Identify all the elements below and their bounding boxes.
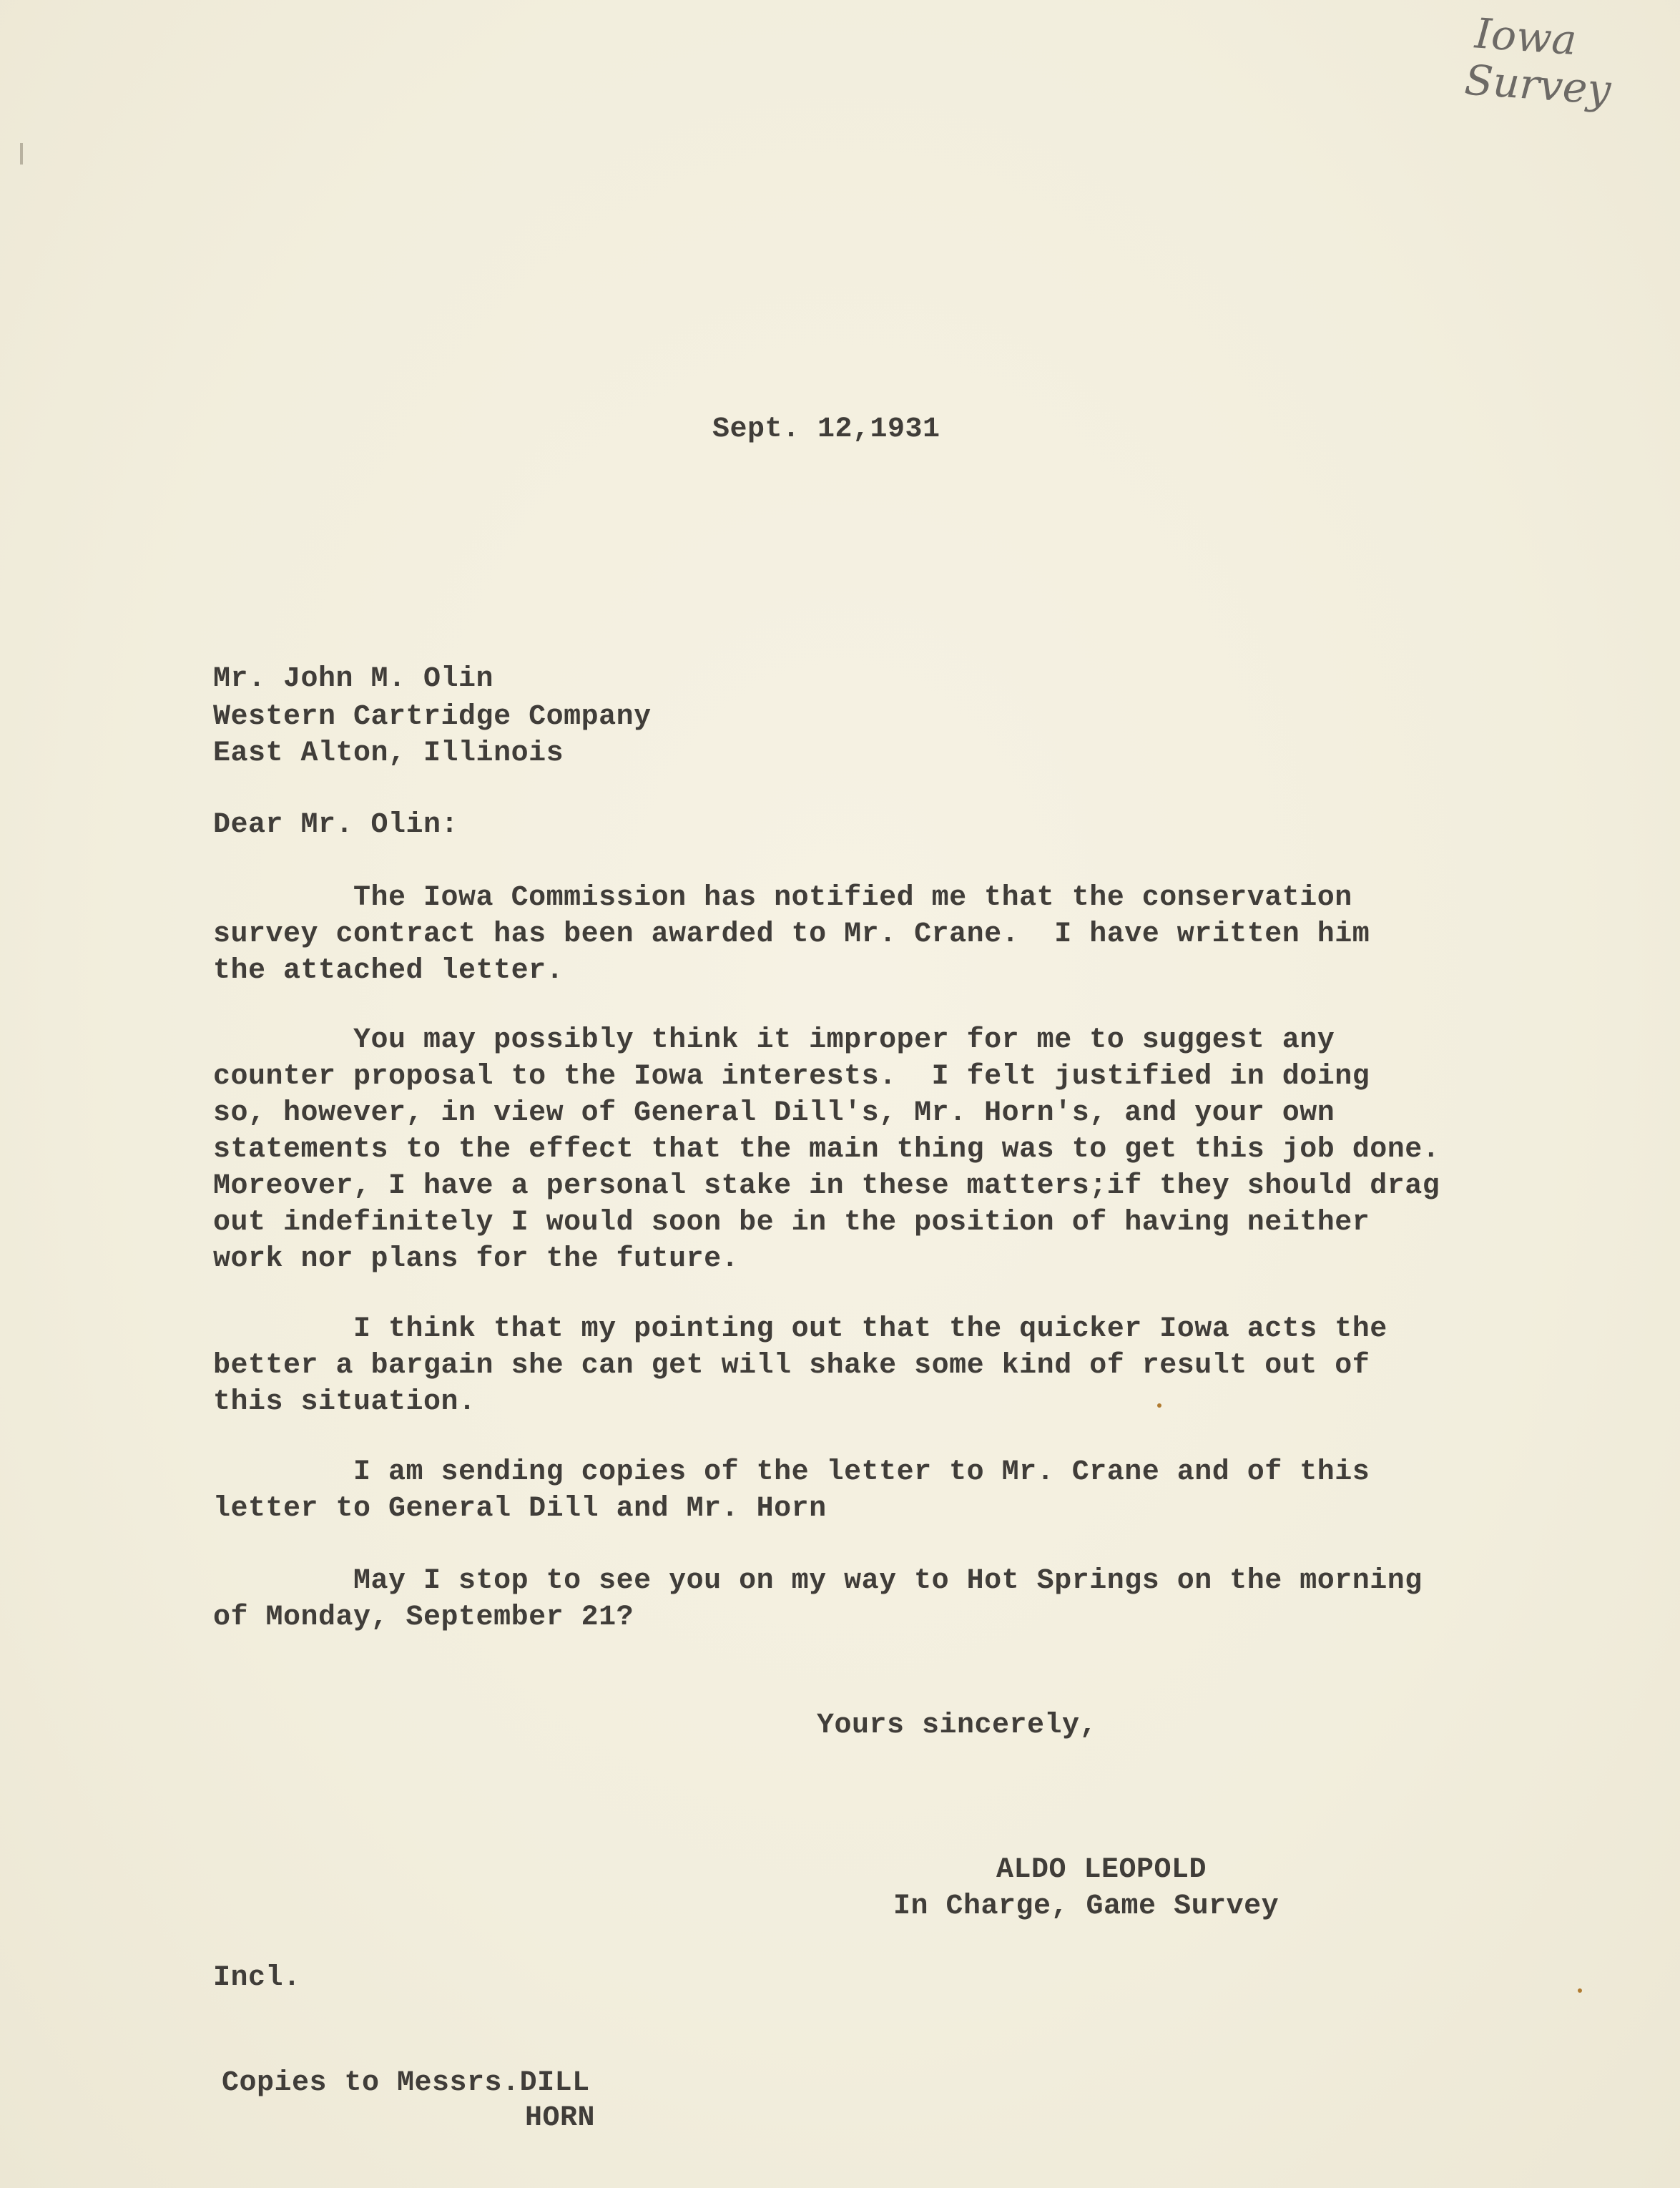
signature-title: In Charge, Game Survey <box>893 1890 1279 1923</box>
paper-edge-mark <box>20 143 23 165</box>
paragraph-line: letter to General Dill and Mr. Horn <box>213 1493 827 1525</box>
paragraph-line: this situation. <box>213 1386 476 1418</box>
paper-speck <box>1578 1988 1582 1993</box>
copies-line: Copies to Messrs.DILL <box>222 2067 590 2099</box>
enclosure-note: Incl. <box>213 1962 301 1994</box>
paragraph-line: Moreover, I have a personal stake in these matters;if they should drag <box>213 1170 1440 1202</box>
annotation-line-2: Survey <box>1463 55 1613 114</box>
paragraph-line: so, however, in view of General Dill's, Mr. Horn's, and your own <box>213 1097 1335 1129</box>
recipient-location: East Alton, Illinois <box>213 737 564 770</box>
recipient-company: Western Cartridge Company <box>213 701 652 733</box>
letter-date: Sept. 12,1931 <box>712 413 940 446</box>
paragraph-line: work nor plans for the future. <box>213 1243 740 1275</box>
salutation: Dear Mr. Olin: <box>213 809 459 841</box>
paragraph-line: I think that my pointing out that the quicker Iowa acts the <box>213 1313 1387 1345</box>
recipient-name: Mr. John M. Olin <box>213 663 494 695</box>
paragraph-line: survey contract has been awarded to Mr. Crane. I have written him <box>213 918 1370 951</box>
annotation-line-1: Iowa <box>1473 9 1578 65</box>
signature-name: ALDO LEOPOLD <box>996 1854 1207 1886</box>
paragraph-line: statements to the effect that the main thing was to get this job done. <box>213 1134 1440 1166</box>
paragraph-line: out indefinitely I would soon be in the position of having neither <box>213 1207 1370 1239</box>
paragraph-line: counter proposal to the Iowa interests. I felt justified in doing <box>213 1061 1370 1093</box>
copies-line: HORN <box>525 2102 596 2134</box>
paragraph-line: of Monday, September 21? <box>213 1601 634 1634</box>
paper-speck <box>1157 1403 1161 1408</box>
paragraph-line: the attached letter. <box>213 955 564 987</box>
paragraph-line: better a bargain she can get will shake some kind of result out of <box>213 1350 1370 1382</box>
paragraph-line: You may possibly think it improper for me to suggest any <box>213 1024 1335 1056</box>
paragraph-line: May I stop to see you on my way to Hot Springs on the morning <box>213 1565 1423 1597</box>
closing: Yours sincerely, <box>817 1709 1098 1742</box>
handwritten-annotation <box>1463 9 1616 114</box>
paragraph-line: I am sending copies of the letter to Mr. Crane and of this <box>213 1456 1370 1488</box>
paragraph-line: The Iowa Commission has notified me that the conservation <box>213 882 1352 914</box>
